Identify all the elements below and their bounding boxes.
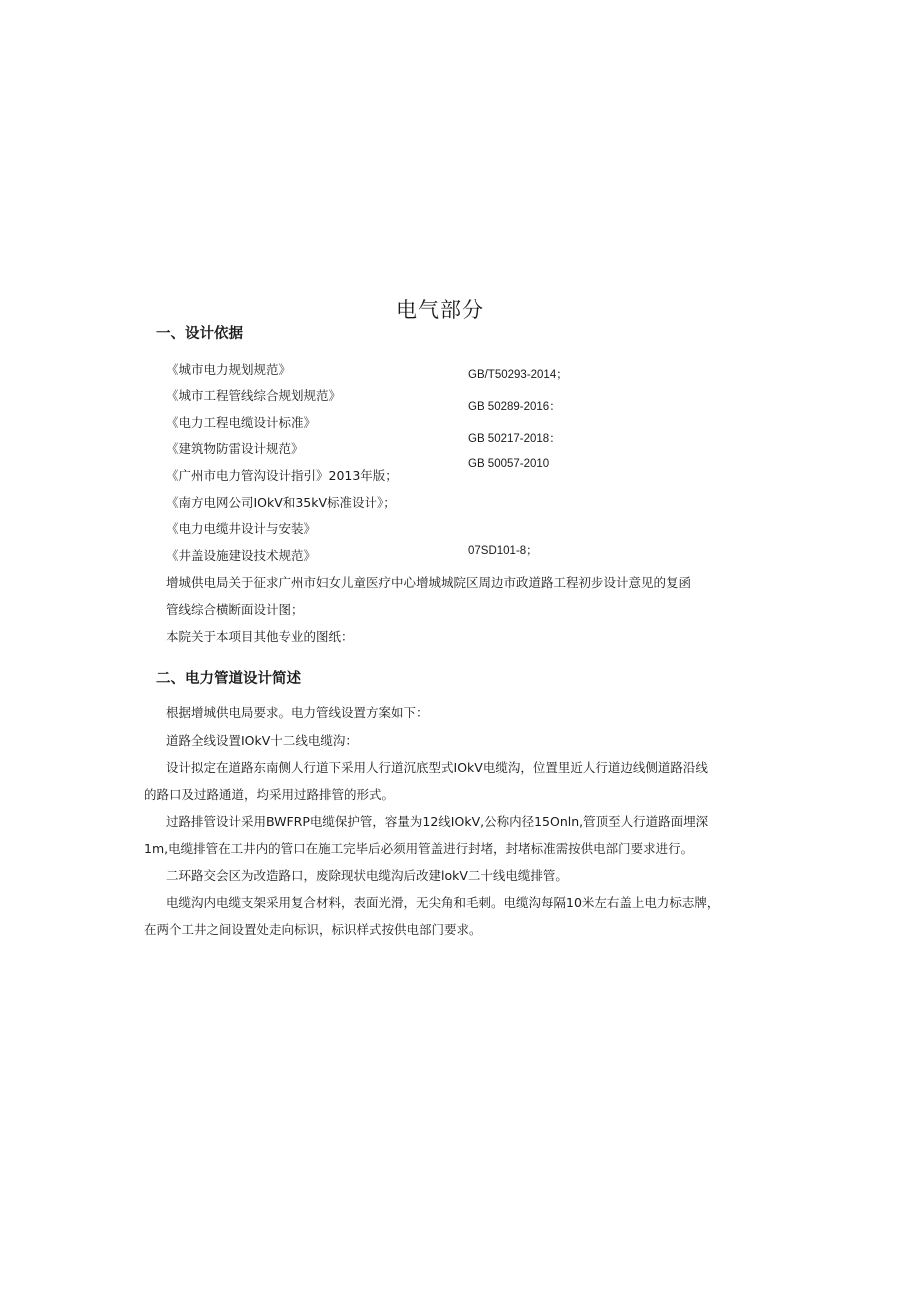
reference-line: 管线综合横断面设计图； xyxy=(166,602,304,617)
standard-code: GB 50057-2010 xyxy=(468,458,550,470)
standard-item: 《电力工程电缆设计标准》 xyxy=(166,415,317,430)
standard-code: GB 50217-2018： xyxy=(468,433,561,445)
paragraph-line: 在两个工井之间设置处走向标识，标识样式按供电部门要求。 xyxy=(144,922,482,937)
reference-line: 增城供电局关于征求广州市妇女儿童医疗中心增城城院区周边市政道路工程初步设计意见的复函 xyxy=(166,575,692,590)
paragraph-line: 过路排管设计采用BWFRP电缆保护管，容量为12线IOkV,公称内径15Onln,管顶至人行道路面埋深 xyxy=(166,814,709,829)
paragraph-line: 电缆沟内电缆支架采用复合材料，表面光滑，无尖角和毛刺。电缆沟每隔10米左右盖上电力标志牌， xyxy=(166,895,720,910)
standard-item: 《南方电网公司IOkV和35kV标准设计》； xyxy=(166,495,396,510)
section-1-heading: 一、设计依据 xyxy=(156,326,243,342)
standard-item: 《建筑物防雷设计规范》 xyxy=(166,441,304,456)
paragraph-line: 根据增城供电局要求。电力管线设置方案如下： xyxy=(166,705,429,720)
reference-line: 本院关于本项目其他专业的图纸： xyxy=(166,629,354,644)
paragraph-line: 的路口及过路通道，均采用过路排管的形式。 xyxy=(144,787,395,802)
paragraph-line: 二环路交会区为改造路口，废除现状电缆沟后改建lokV二十线电缆排管。 xyxy=(166,868,568,883)
standard-item: 《电力电缆井设计与安装》 xyxy=(166,521,317,536)
standard-item: 《城市电力规划规范》 xyxy=(166,362,292,377)
paragraph-line: 设计拟定在道路东南侧人行道下采用人行道沉底型式IOkV电缆沟，位置里近人行道边线侧道路沿线 xyxy=(166,760,708,775)
section-2-heading: 二、电力管道设计简述 xyxy=(156,671,301,687)
standard-item: 《城市工程管线综合规划规范》 xyxy=(166,388,342,403)
document-title: 电气部分 xyxy=(396,298,484,322)
paragraph-line: 1m,电缆排管在工井内的管口在施工完毕后必须用管盖进行封堵，封堵标准需按供电部门要求进行。 xyxy=(144,841,694,856)
paragraph-line: 道路全线设置IOkV十二线电缆沟： xyxy=(166,733,358,748)
standard-code: GB/T50293-2014； xyxy=(468,369,568,381)
standard-code: 07SD101-8； xyxy=(468,545,538,557)
standard-item: 《广州市电力管沟设计指引》2013年版； xyxy=(166,468,398,483)
standard-item: 《井盖设施建设技术规范》 xyxy=(166,548,317,563)
standard-code: GB 50289-2016： xyxy=(468,401,561,413)
